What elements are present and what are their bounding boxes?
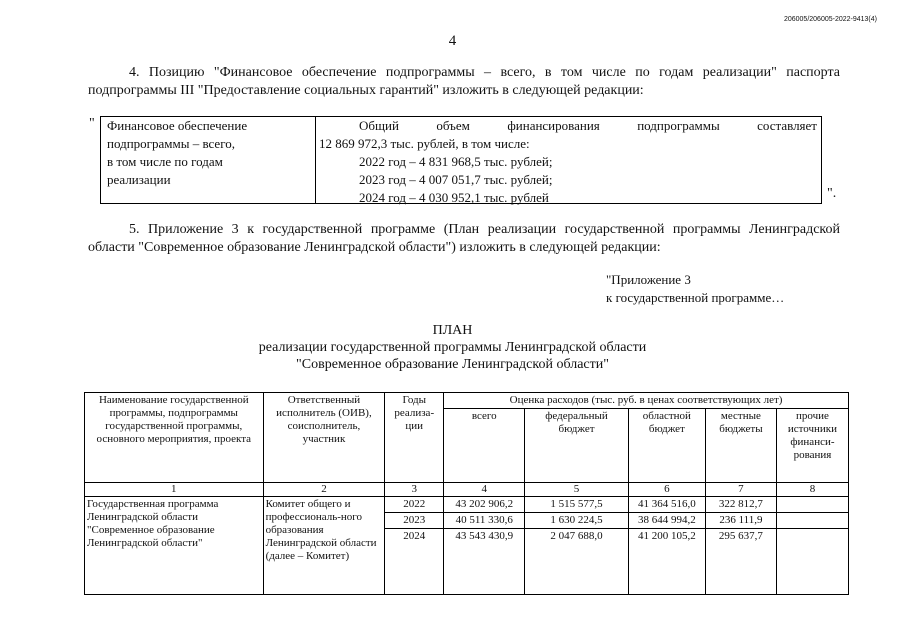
- paragraph-5: [88, 221, 840, 257]
- column-number: 7: [705, 483, 776, 497]
- federal-cell: 1 515 577,5: [525, 497, 628, 513]
- column-number: 2: [263, 483, 385, 497]
- finance-label-line: подпрограммы – всего,: [107, 136, 235, 151]
- finance-table: [100, 116, 822, 204]
- finance-value-cell: [317, 117, 817, 207]
- finance-total-amount: 12 869 972,3 тыс. рублей, в том числе:: [319, 136, 530, 151]
- regional-cell: 41 364 516,0: [628, 497, 705, 513]
- local-cell: 295 637,7: [705, 529, 776, 595]
- header-regional: областной бюджет: [628, 409, 705, 483]
- header-local: местные бюджеты: [705, 409, 776, 483]
- finance-label-line: в том числе по годам: [107, 154, 223, 169]
- local-cell: 236 111,9: [705, 513, 776, 529]
- column-number: 3: [385, 483, 444, 497]
- finance-label-line: Финансовое обеспечение: [107, 118, 248, 133]
- header-program-name: Наименование государственной программы, подпрограммы государственной программы, основного мероприятия, проекта: [85, 393, 264, 483]
- header-expenses: Оценка расходов (тыс. руб. в ценах соответствующих лет): [444, 393, 849, 409]
- local-cell: 322 812,7: [705, 497, 776, 513]
- paragraph-5-line-1: 5. Приложение 3 к государственной программе (План реализации государственной программы Ленинградской: [129, 222, 840, 237]
- header-total: всего: [444, 409, 525, 483]
- other-cell: [776, 513, 848, 529]
- header-years: Годы реализа-ции: [385, 393, 444, 483]
- paragraph-4-line-1: 4. Позицию "Финансовое обеспечение подпрограммы – всего, в том числе по годам реализации" паспорта: [129, 65, 840, 80]
- total-cell: 40 511 330,6: [444, 513, 525, 529]
- column-number: 1: [85, 483, 264, 497]
- total-cell: 43 202 906,2: [444, 497, 525, 513]
- finance-year-2022: 2022 год – 4 831 968,5 тыс. рублей;: [359, 154, 553, 169]
- opening-quote: ": [89, 116, 95, 131]
- paragraph-4: [88, 64, 840, 100]
- column-number: 6: [628, 483, 705, 497]
- regional-cell: 38 644 994,2: [628, 513, 705, 529]
- plan-title-line-2: реализации государственной программы Ленинградской области: [258, 340, 647, 355]
- annex-heading: [606, 271, 784, 307]
- plan-title-line-3: "Современное образование Ленинградской области": [296, 357, 609, 372]
- paragraph-5-line-2: области "Современное образование Ленинградской области") изложить в следующей редакции:: [88, 240, 661, 255]
- plan-title: [0, 322, 905, 373]
- year-cell: 2024: [385, 529, 444, 595]
- column-number: 4: [444, 483, 525, 497]
- plan-table: [84, 392, 849, 595]
- column-number: 8: [776, 483, 848, 497]
- other-cell: [776, 497, 848, 513]
- finance-total-line: Общий объем финансирования подпрограммы составляет: [359, 118, 817, 133]
- executor-cell: Комитет общего и профессиональ-ного образования Ленинградской области (далее – Комитет): [263, 497, 385, 595]
- annex-line-1: "Приложение 3: [606, 272, 691, 287]
- program-name-cell: Государственная программа Ленинградской области "Современное образование Ленинградской области": [85, 497, 264, 595]
- year-cell: 2022: [385, 497, 444, 513]
- federal-cell: 1 630 224,5: [525, 513, 628, 529]
- finance-label-cell: [101, 117, 316, 203]
- document-id: 206005/206005-2022-9413(4): [783, 16, 877, 23]
- year-cell: 2023: [385, 513, 444, 529]
- column-number: 5: [525, 483, 628, 497]
- paragraph-4-line-2: подпрограммы III "Предоставление социальных гарантий" изложить в следующей редакции:: [88, 83, 644, 98]
- other-cell: [776, 529, 848, 595]
- regional-cell: 41 200 105,2: [628, 529, 705, 595]
- annex-line-2: к государственной программе…: [606, 290, 785, 305]
- federal-cell: 2 047 688,0: [525, 529, 628, 595]
- plan-title-line-1: ПЛАН: [432, 323, 473, 338]
- header-federal: федеральный бюджет: [525, 409, 628, 483]
- finance-year-2023: 2023 год – 4 007 051,7 тыс. рублей;: [359, 172, 553, 187]
- total-cell: 43 543 430,9: [444, 529, 525, 595]
- closing-quote: ".: [827, 186, 837, 201]
- finance-year-2024: 2024 год – 4 030 952,1 тыс. рублей: [359, 190, 549, 205]
- header-executor: Ответственный исполнитель (ОИВ), соисполнитель, участник: [263, 393, 385, 483]
- header-other: прочие источники финанси-рования: [776, 409, 848, 483]
- page-number: 4: [448, 33, 457, 49]
- table-row: [85, 497, 849, 513]
- finance-label-line: реализации: [107, 172, 171, 187]
